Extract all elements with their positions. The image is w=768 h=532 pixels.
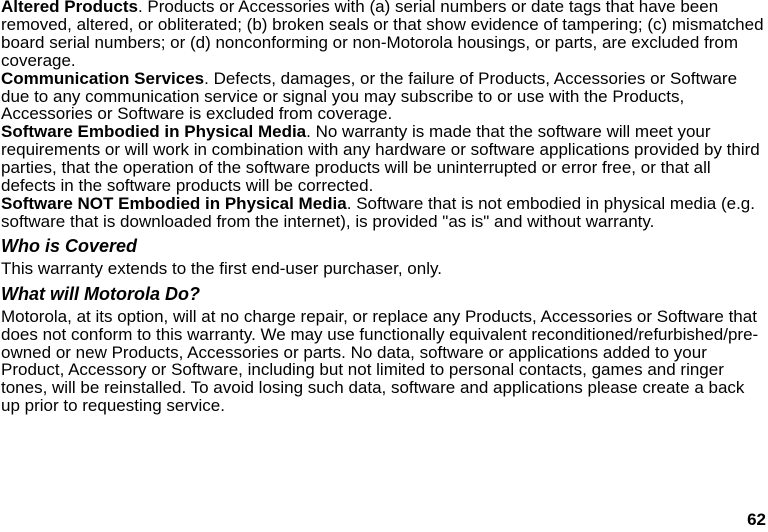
communication-services-paragraph [1, 70, 767, 124]
document-page [1, 0, 767, 415]
who-is-covered-text: This warranty extends to the first end-user purchaser, only. [1, 258, 442, 278]
software-not-physical-media-lead: Software NOT Embodied in Physical Media [1, 193, 347, 213]
what-will-motorola-do-text: Motorola, at its option, will at no charge repair, or replace any Products, Accessories or Software that does not conform to this warranty. We may use functionally equivalent reconditioned/refurbished/pre-owned or new Products, Accessories or parts. No data, software or applications added to your Product, Accessory or Software, including but not limited to personal contacts, games and ringer tones, will be reinstalled. To avoid losing such data, software and applications please create a back up prior to requesting service. [1, 306, 759, 416]
communication-services-text: . Defects, damages, or the failure of Products, Accessories or Software due to any communication service or signal you may subscribe to or use with the Products, Accessories or Software is excluded from coverage. [1, 68, 738, 124]
altered-products-text: . Products or Accessories with (a) serial numbers or date tags that have been removed, altered, or obliterated; (b) broken seals or that show evidence of tampering; (c) mismatched board serial numbers; or (d) nonconforming or non-Motorola housings, or parts, are excluded from coverage. [1, 0, 764, 70]
page-number: 62 [747, 510, 766, 529]
software-physical-media-lead: Software Embodied in Physical Media [1, 122, 307, 142]
software-physical-media-paragraph [1, 123, 767, 195]
communication-services-lead: Communication Services [1, 68, 205, 88]
altered-products-paragraph [1, 0, 767, 70]
what-will-motorola-do-heading: What will Motorola Do? [1, 283, 200, 304]
software-not-physical-media-text: . Software that is not embodied in physical media (e.g. software that is downloaded from the internet), is provided "as is" and without warranty. [1, 193, 755, 231]
who-is-covered-heading: Who is Covered [1, 235, 138, 256]
altered-products-lead: Altered Products [1, 0, 138, 16]
software-not-physical-media-paragraph [1, 195, 767, 231]
software-physical-media-text: . No warranty is made that the software will meet your requirements or will work in combination with any hardware or software applications provided by third parties, that the operation of the software products will be uninterrupted or error free, or that all defects in the software products will be corrected. [1, 122, 760, 196]
